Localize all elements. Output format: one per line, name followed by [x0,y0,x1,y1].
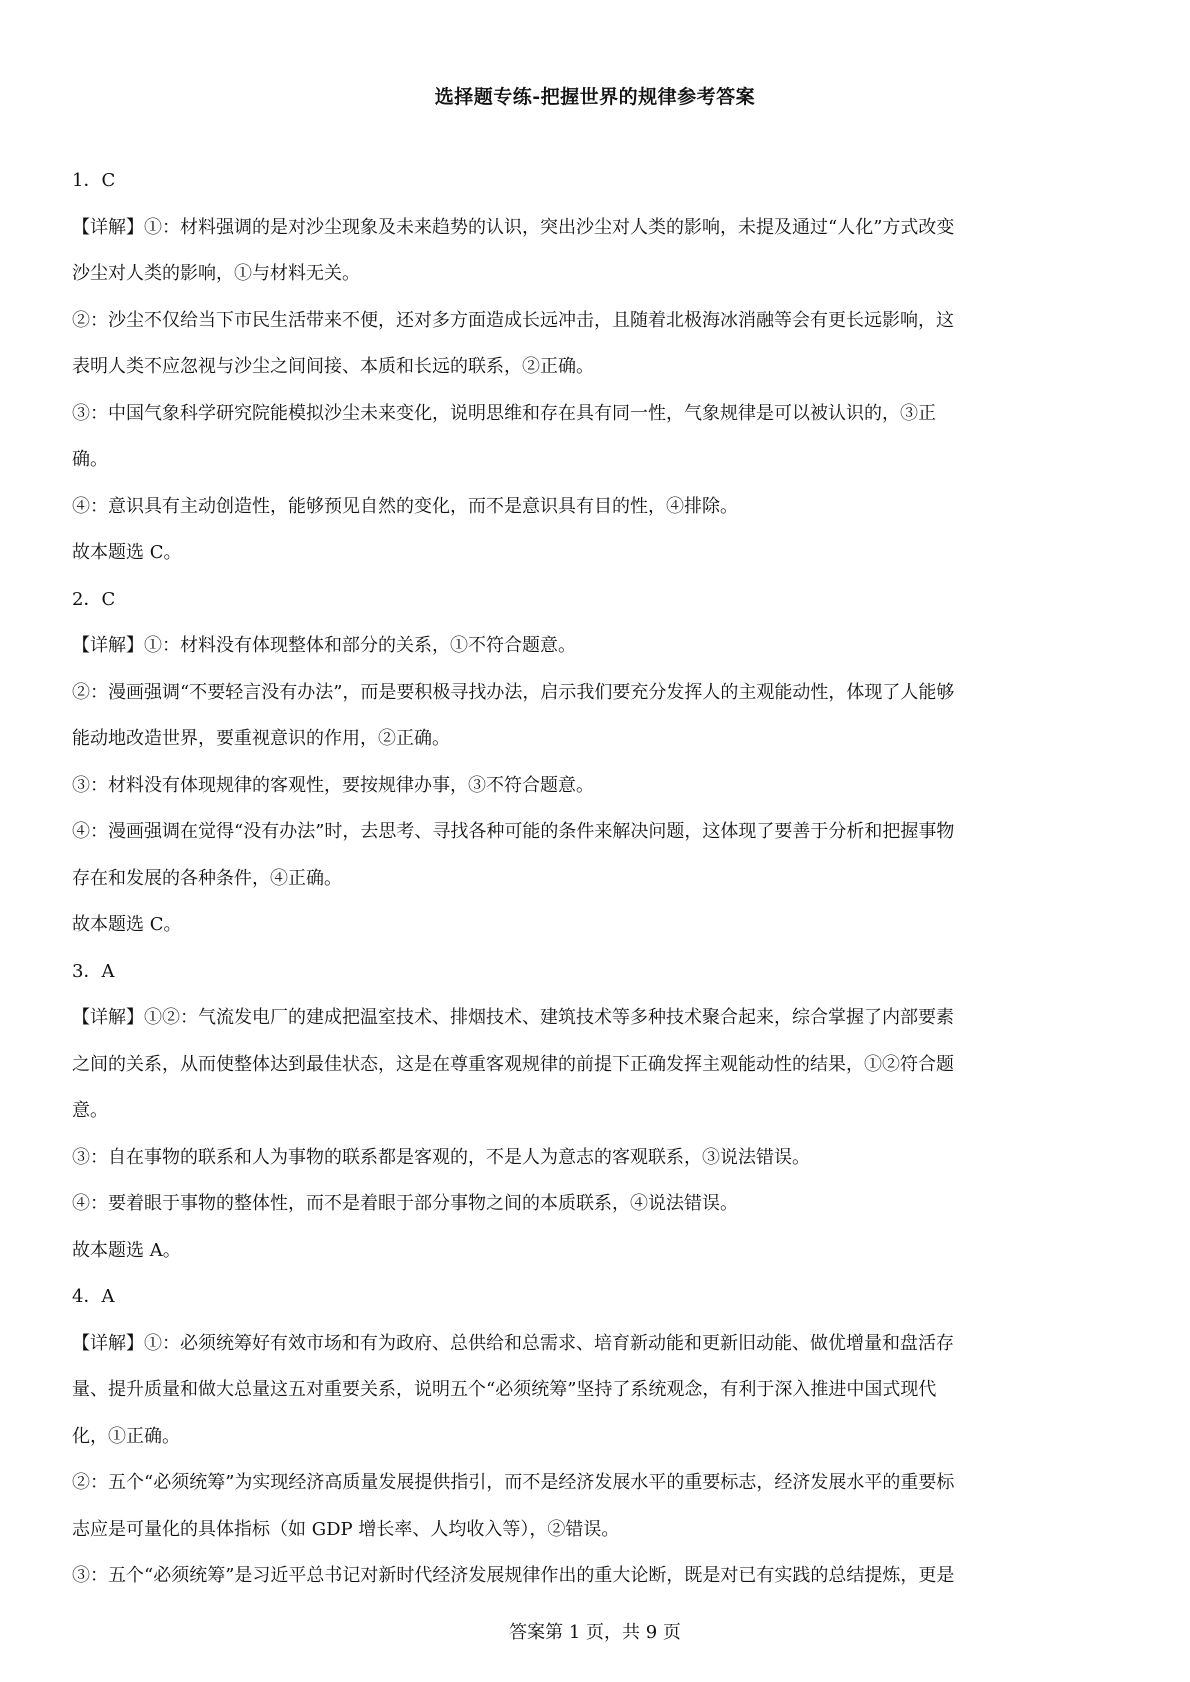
text-line: 【详解】①：材料强调的是对沙尘现象及未来趋势的认识，突出沙尘对人类的影响，未提及通过“人化”方式改变 [72,216,955,238]
text-line: 化，①正确。 [72,1425,180,1447]
text-line: 志应是可量化的具体指标（如 GDP 增长率、人均收入等），②错误。 [72,1518,620,1540]
document-title: 选择题专练-把握世界的规律参考答案 [434,86,756,108]
text-line: ④：意识具有主动创造性，能够预见自然的变化，而不是意识具有目的性，④排除。 [72,495,738,517]
text-line: 能动地改造世界，要重视意识的作用，②正确。 [72,728,450,749]
answer-content [72,158,1102,1600]
text-line: ④：漫画强调在觉得“没有办法”时，去思考、寻找各种可能的条件来解决问题，这体现了要善于分析和把握事物 [72,821,955,842]
text-line: ④：要着眼于事物的整体性，而不是着眼于部分事物之间的本质联系，④说法错误。 [72,1193,738,1214]
text-line: 【详解】①：材料没有体现整体和部分的关系，①不符合题意。 [72,635,576,656]
text-line: 故本题选 C。 [72,542,182,563]
text-line: 故本题选 A。 [72,1239,181,1261]
text-line: ③：材料没有体现规律的客观性，要按规律办事，③不符合题意。 [72,774,594,796]
text-line: 故本题选 C。 [72,914,182,935]
text-line: 【详解】①②：气流发电厂的建成把温室技术、排烟技术、建筑技术等多种技术聚合起来，综合掌握了内部要素 [72,1007,954,1028]
text-line: 沙尘对人类的影响，①与材料无关。 [72,263,360,284]
text-line: 之间的关系，从而使整体达到最佳状态，这是在尊重客观规律的前提下正确发挥主观能动性的结果，①②符合题 [72,1053,954,1075]
text-line: 【详解】①：必须统筹好有效市场和有为政府、总供给和总需求、培育新动能和更新旧动能、做优增量和盘活存 [72,1332,954,1354]
text-line: 3．A [72,960,115,982]
page-footer: 答案第 1 页，共 9 页 [509,1622,681,1643]
text-line: ②：沙尘不仅给当下市民生活带来不便，还对多方面造成长远冲击，且随着北极海冰消融等会有更长远影响，这 [72,309,954,331]
text-line: 表明人类不应忽视与沙尘之间间接、本质和长远的联系，②正确。 [72,356,594,377]
text-line: ②：漫画强调“不要轻言没有办法”，而是要积极寻找办法，启示我们要充分发挥人的主观能动性，体现了人能够 [72,681,955,703]
text-line: ②：五个“必须统筹”为实现经济高质量发展提供指引，而不是经济发展水平的重要标志，经济发展水平的重要标 [72,1472,955,1493]
text-line: 存在和发展的各种条件，④正确。 [72,867,342,889]
text-line: 1．C [72,170,116,191]
text-line: 意。 [72,1100,108,1121]
text-line: 4．A [72,1286,115,1307]
text-line: 量、提升质量和做大总量这五对重要关系，说明五个“必须统筹”坚持了系统观念，有利于深入推进中国式现代 [72,1379,937,1400]
text-line: ③：五个“必须统筹”是习近平总书记对新时代经济发展规律作出的重大论断，既是对已有实践的总结提炼，更是 [72,1565,955,1586]
text-line: ③：自在事物的联系和人为事物的联系都是客观的，不是人为意志的客观联系，③说法错误。 [72,1146,810,1168]
text-line: ③：中国气象科学研究院能模拟沙尘未来变化，说明思维和存在具有同一性，气象规律是可以被认识的，③正 [72,402,936,424]
text-line: 确。 [72,449,108,470]
text-line: 2．C [72,588,116,610]
